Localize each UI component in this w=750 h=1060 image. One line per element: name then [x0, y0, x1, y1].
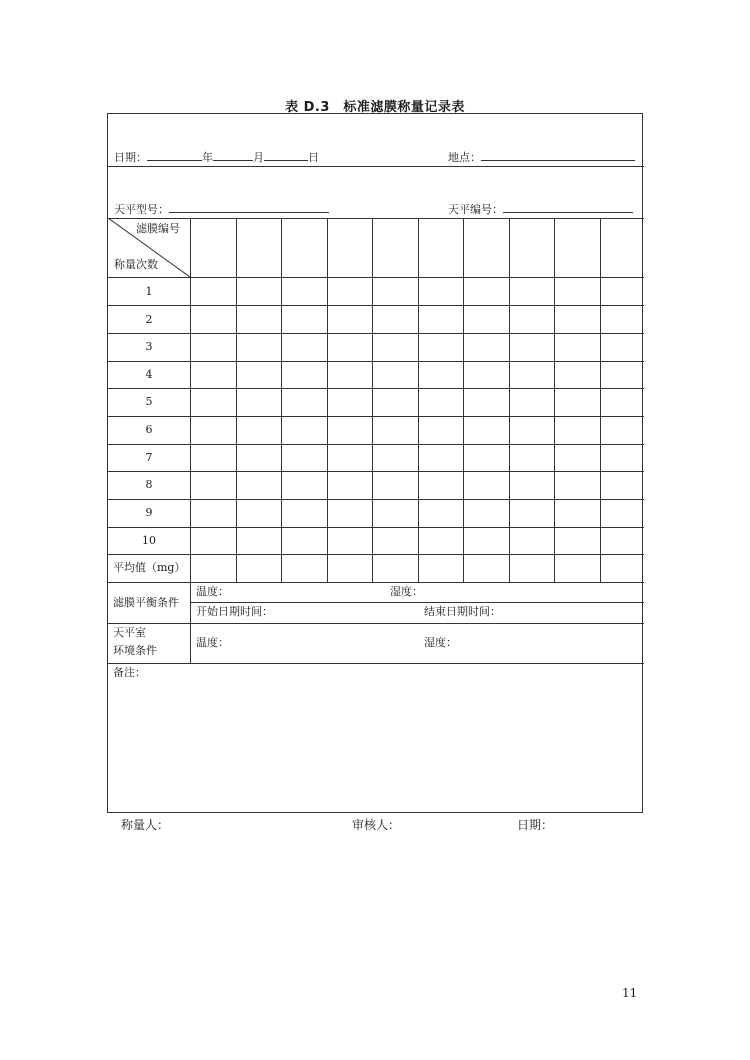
- row-number: 2: [145, 313, 153, 326]
- divider: [108, 527, 644, 528]
- balance-model-field[interactable]: 天平型号：: [114, 201, 329, 217]
- footer-date-field[interactable]: 日期：: [517, 818, 554, 832]
- divider: [190, 602, 644, 603]
- divider: [108, 499, 644, 500]
- divider: [108, 623, 644, 624]
- row-number: 7: [145, 451, 153, 464]
- room-label-line1: 天平室: [113, 626, 146, 639]
- weigher-field[interactable]: 称量人：: [121, 818, 170, 832]
- row-number: 10: [142, 534, 156, 547]
- room-humidity-field[interactable]: 湿度：: [424, 636, 457, 649]
- end-datetime-field[interactable]: 结束日期时间：: [424, 605, 501, 618]
- reviewer-field[interactable]: 审核人：: [352, 818, 401, 832]
- row-number: 6: [145, 423, 153, 436]
- balance-id-field[interactable]: 天平编号：: [448, 201, 633, 217]
- divider: [190, 218, 191, 663]
- equilibrium-temperature-field[interactable]: 温度：: [196, 585, 229, 598]
- table-title: 表 D.3 标准滤膜称量记录表: [285, 100, 465, 115]
- row-number: 8: [145, 478, 153, 491]
- divider: [108, 333, 644, 334]
- divider: [108, 305, 644, 306]
- row-number: 9: [145, 506, 153, 519]
- divider: [108, 663, 644, 664]
- divider: [108, 166, 644, 167]
- divider: [108, 361, 644, 362]
- divider: [509, 218, 510, 582]
- divider: [418, 218, 419, 582]
- divider: [463, 218, 464, 582]
- start-datetime-field[interactable]: 开始日期时间：: [196, 605, 273, 618]
- divider: [108, 277, 644, 278]
- equilibrium-humidity-field[interactable]: 湿度：: [390, 585, 423, 598]
- filter-id-header: 滤膜编号: [136, 222, 180, 235]
- room-label-line2: 环境条件: [113, 644, 157, 657]
- divider: [108, 444, 644, 445]
- weighing-count-header: 称量次数: [114, 258, 158, 271]
- divider: [327, 218, 328, 582]
- average-label: 平均值（mg）: [113, 561, 186, 574]
- divider: [600, 218, 601, 582]
- divider: [108, 582, 644, 583]
- room-temperature-field[interactable]: 温度：: [196, 636, 229, 649]
- divider: [108, 471, 644, 472]
- divider: [281, 218, 282, 582]
- divider: [372, 218, 373, 582]
- divider: [108, 554, 644, 555]
- divider: [554, 218, 555, 582]
- row-number: 5: [145, 395, 153, 408]
- divider: [236, 218, 237, 582]
- weighing-record-form: [107, 113, 643, 813]
- divider: [108, 416, 644, 417]
- row-number: 4: [145, 368, 153, 381]
- location-field[interactable]: 地点：: [448, 149, 635, 165]
- page-number: 11: [622, 986, 638, 1000]
- row-number: 1: [145, 285, 153, 298]
- equilibrium-label: 滤膜平衡条件: [113, 596, 179, 609]
- divider: [108, 388, 644, 389]
- row-number: 3: [145, 340, 153, 353]
- date-field[interactable]: 日期： 年 月 日: [114, 151, 319, 164]
- remarks-field[interactable]: 备注：: [113, 666, 146, 679]
